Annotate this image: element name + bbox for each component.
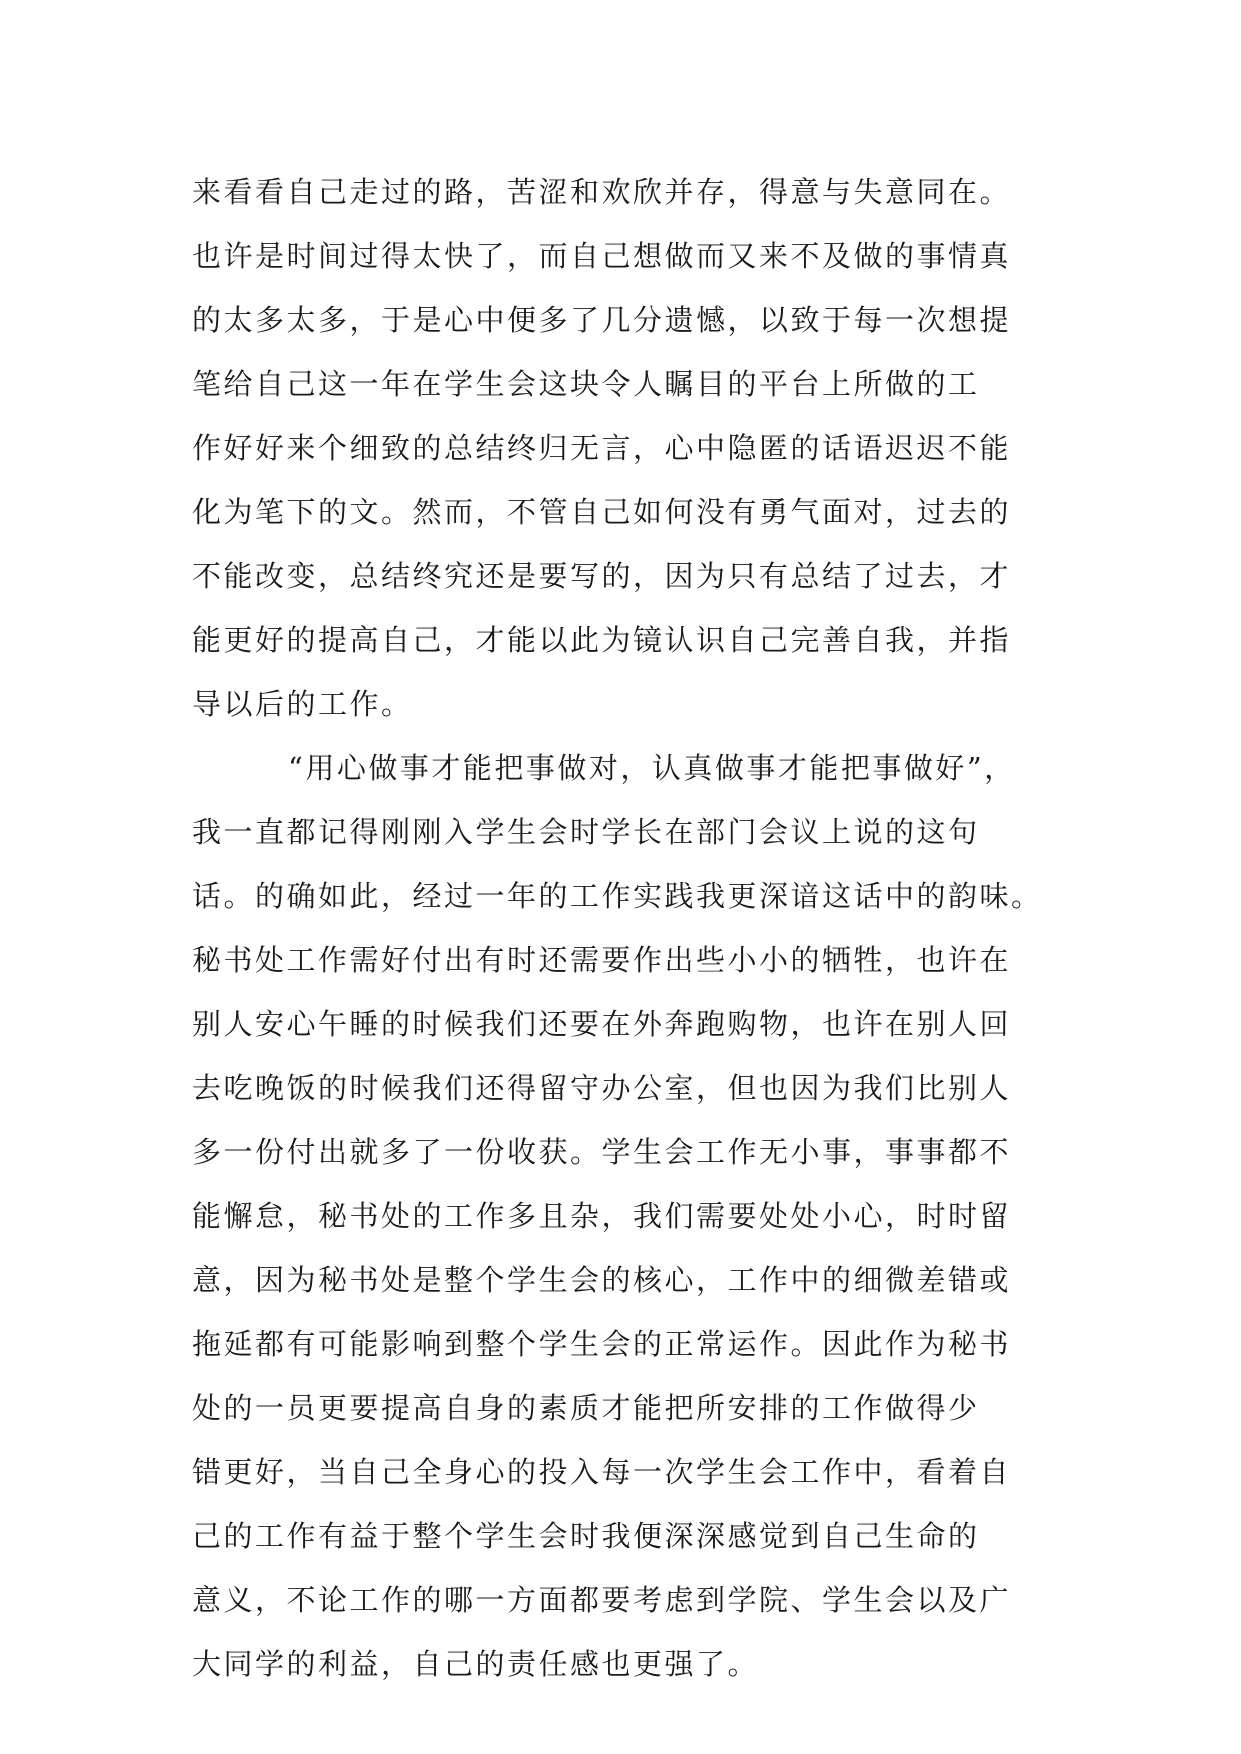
text-line: 大同学的利益，自己的责任感也更强了。	[192, 1647, 760, 1681]
text-line: 能更好的提高自己，才能以此为镜认识自己完善自我，并指	[192, 623, 1012, 657]
text-line: 话。的确如此，经过一年的工作实践我更深谙这话中的韵味。	[192, 879, 1043, 913]
text-line: 多一份付出就多了一份收获。学生会工作无小事，事事都不	[192, 1135, 1012, 1169]
text-line: 能懈怠，秘书处的工作多且杂，我们需要处处小心，时时留	[192, 1199, 1012, 1233]
text-line: 导以后的工作。	[192, 687, 413, 721]
text-line: 作好好来个细致的总结终归无言，心中隐匿的话语迟迟不能	[192, 431, 1012, 465]
text-line: 化为笔下的文。然而，不管自己如何没有勇气面对，过去的	[192, 495, 1012, 529]
text-line: 拖延都有可能影响到整个学生会的正常运作。因此作为秘书	[192, 1327, 1012, 1361]
text-line: 去吃晚饭的时候我们还得留守办公室，但也因为我们比别人	[192, 1071, 1012, 1105]
text-line: 秘书处工作需好付出有时还需要作出些小小的牺牲，也许在	[192, 943, 1012, 977]
text-line: 也许是时间过得太快了，而自己想做而又来不及做的事情真	[192, 239, 1012, 273]
text-line: “用心做事才能把事做对，认真做事才能把事做好”，	[288, 751, 1016, 785]
text-line: 来看看自己走过的路，苦涩和欢欣并存，得意与失意同在。	[192, 175, 1012, 209]
text-line: 我一直都记得刚刚入学生会时学长在部门会议上说的这句	[192, 815, 980, 849]
text-line: 笔给自己这一年在学生会这块令人瞩目的平台上所做的工	[192, 367, 980, 401]
text-line: 的太多太多，于是心中便多了几分遗憾，以致于每一次想提	[192, 303, 1012, 337]
text-line: 处的一员更要提高自身的素质才能把所安排的工作做得少	[192, 1391, 980, 1425]
text-line: 别人安心午睡的时候我们还要在外奔跑购物，也许在别人回	[192, 1007, 1012, 1041]
text-line: 不能改变，总结终究还是要写的，因为只有总结了过去，才	[192, 559, 1012, 593]
text-line: 意义，不论工作的哪一方面都要考虑到学院、学生会以及广	[192, 1583, 1012, 1617]
document-body	[192, 160, 1072, 1696]
text-line: 意，因为秘书处是整个学生会的核心，工作中的细微差错或	[192, 1263, 1012, 1297]
text-line: 错更好，当自己全身心的投入每一次学生会工作中，看着自	[192, 1455, 1012, 1489]
text-line: 己的工作有益于整个学生会时我便深深感觉到自己生命的	[192, 1519, 980, 1553]
